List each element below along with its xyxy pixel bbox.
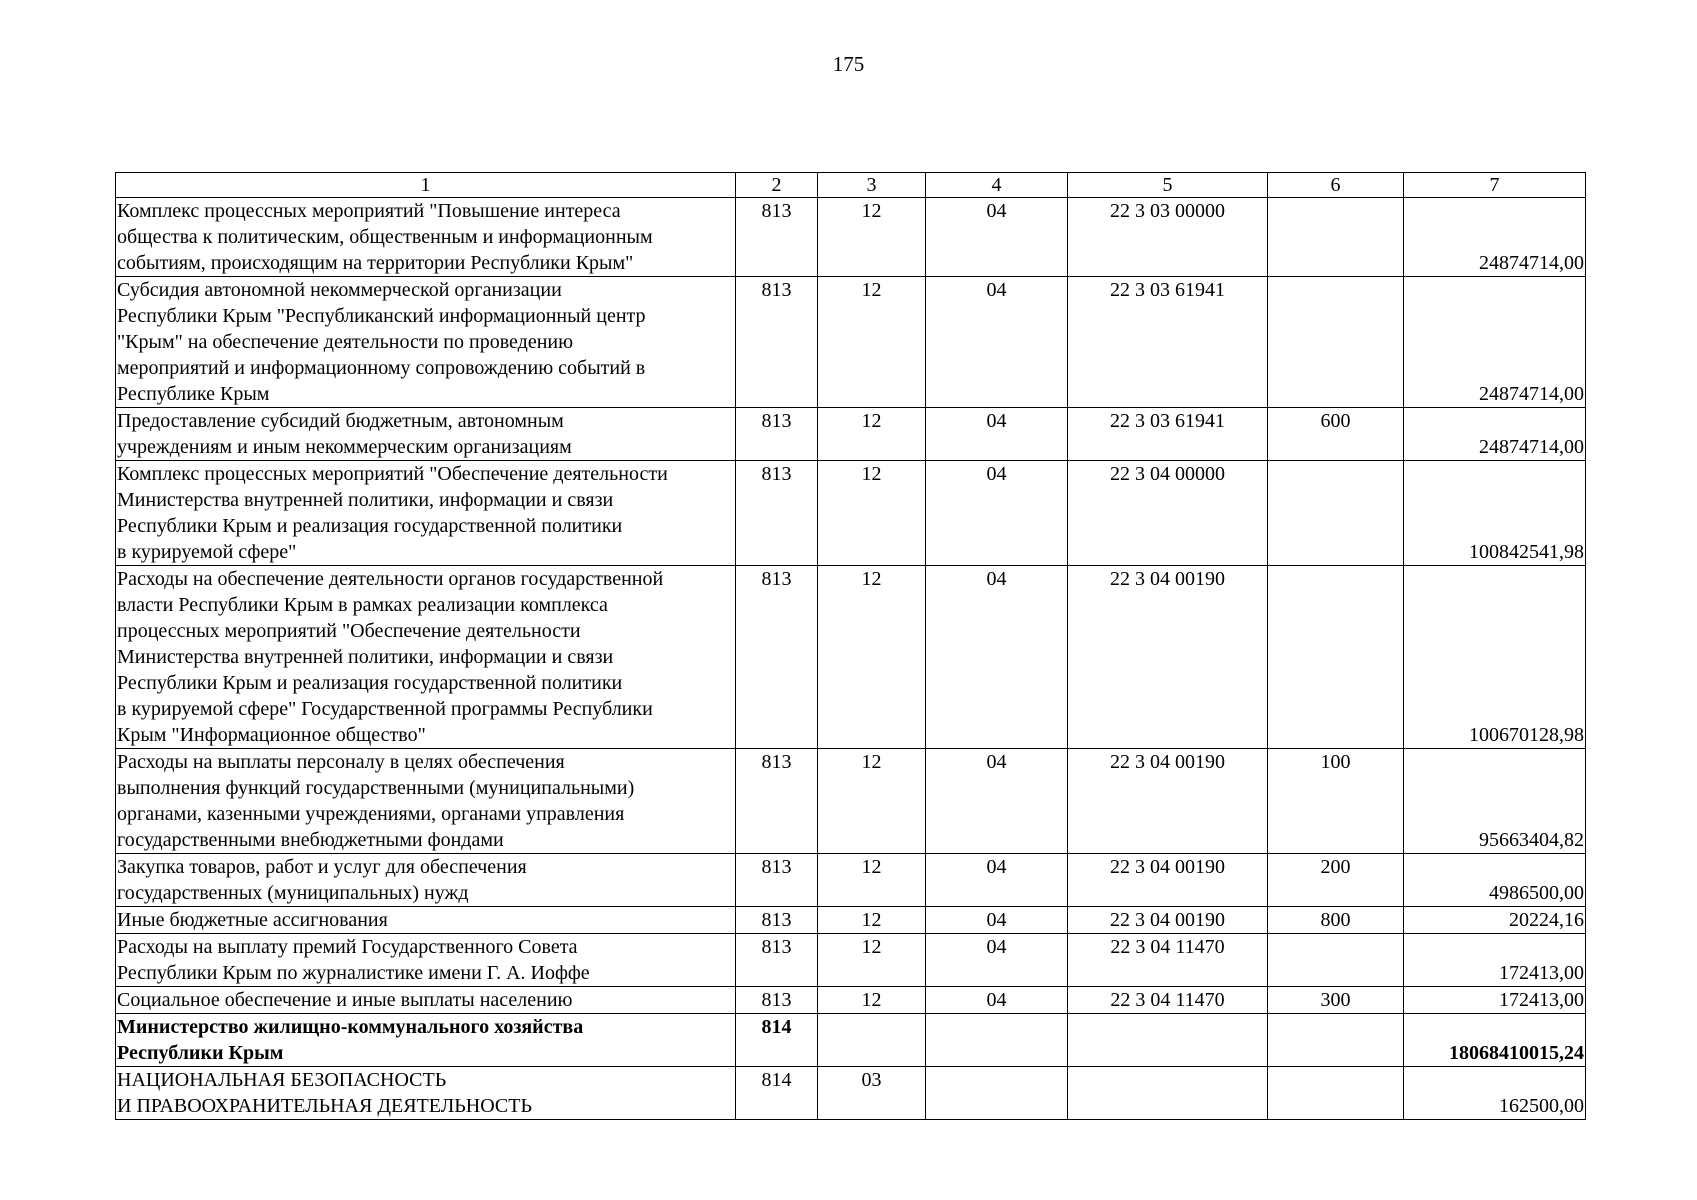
row-name-cell: Министерство жилищно-коммунального хозяйства Республики Крым — [116, 1014, 736, 1067]
subsection-code-cell: 04 — [926, 461, 1068, 566]
amount-cell: 18068410015,24 — [1404, 1014, 1586, 1067]
section-code-cell: 12 — [818, 566, 926, 749]
row-name-cell: Закупка товаров, работ и услуг для обеспечения государственных (муниципальных) нужд — [116, 854, 736, 907]
amount-cell: 172413,00 — [1404, 934, 1586, 987]
target-article-cell: 22 3 03 00000 — [1068, 198, 1268, 277]
subsection-code-cell: 04 — [926, 566, 1068, 749]
table-row — [116, 854, 1586, 907]
expense-type-cell — [1268, 198, 1404, 277]
row-name-cell: Комплекс процессных мероприятий "Обеспечение деятельности Министерства внутренней политики, информации и связи Республики Крым и реализация государственной политики в курируемой сфере" — [116, 461, 736, 566]
gr-code-cell: 813 — [736, 749, 818, 854]
section-code-cell: 12 — [818, 749, 926, 854]
target-article-cell: 22 3 04 11470 — [1068, 934, 1268, 987]
header-cell: 1 — [116, 173, 736, 198]
gr-code-cell: 813 — [736, 907, 818, 934]
section-code-cell: 12 — [818, 907, 926, 934]
gr-code-cell: 814 — [736, 1067, 818, 1120]
target-article-cell: 22 3 04 00190 — [1068, 907, 1268, 934]
subsection-code-cell — [926, 1014, 1068, 1067]
amount-cell: 162500,00 — [1404, 1067, 1586, 1120]
table-row — [116, 749, 1586, 854]
gr-code-cell: 813 — [736, 277, 818, 408]
subsection-code-cell: 04 — [926, 907, 1068, 934]
row-name-cell: Расходы на выплату премий Государственного Совета Республики Крым по журналистике имени Г. А. Иоффе — [116, 934, 736, 987]
section-code-cell: 12 — [818, 408, 926, 461]
row-name-cell: Субсидия автономной некоммерческой организации Республики Крым "Республиканский информационный центр "Крым" на обеспечение деятельности по проведению мероприятий и информационному сопровождению событий в Республике Крым — [116, 277, 736, 408]
subsection-code-cell: 04 — [926, 408, 1068, 461]
header-cell: 6 — [1268, 173, 1404, 198]
amount-cell: 172413,00 — [1404, 987, 1586, 1014]
section-code-cell: 12 — [818, 461, 926, 566]
gr-code-cell: 813 — [736, 934, 818, 987]
header-cell: 3 — [818, 173, 926, 198]
target-article-cell: 22 3 04 00190 — [1068, 854, 1268, 907]
table-row — [116, 198, 1586, 277]
table-header-row — [116, 173, 1586, 198]
section-code-cell — [818, 1014, 926, 1067]
subsection-code-cell: 04 — [926, 987, 1068, 1014]
target-article-cell — [1068, 1067, 1268, 1120]
gr-code-cell: 813 — [736, 198, 818, 277]
expense-type-cell — [1268, 277, 1404, 408]
row-name-cell: Предоставление субсидий бюджетным, автономным учреждениям и иным некоммерческим организациям — [116, 408, 736, 461]
subsection-code-cell — [926, 1067, 1068, 1120]
section-code-cell: 12 — [818, 854, 926, 907]
amount-cell: 20224,16 — [1404, 907, 1586, 934]
table-row — [116, 461, 1586, 566]
table-row — [116, 987, 1586, 1014]
header-cell: 4 — [926, 173, 1068, 198]
header-cell: 2 — [736, 173, 818, 198]
expense-type-cell — [1268, 461, 1404, 566]
target-article-cell: 22 3 03 61941 — [1068, 277, 1268, 408]
expense-type-cell — [1268, 934, 1404, 987]
expense-type-cell: 600 — [1268, 408, 1404, 461]
subsection-code-cell: 04 — [926, 749, 1068, 854]
expense-type-cell: 800 — [1268, 907, 1404, 934]
target-article-cell — [1068, 1014, 1268, 1067]
gr-code-cell: 813 — [736, 566, 818, 749]
amount-cell: 95663404,82 — [1404, 749, 1586, 854]
section-code-cell: 12 — [818, 198, 926, 277]
expense-type-cell — [1268, 1014, 1404, 1067]
table-row — [116, 934, 1586, 987]
amount-cell: 100670128,98 — [1404, 566, 1586, 749]
target-article-cell: 22 3 04 00190 — [1068, 566, 1268, 749]
gr-code-cell: 813 — [736, 987, 818, 1014]
section-code-cell: 12 — [818, 987, 926, 1014]
expense-type-cell — [1268, 566, 1404, 749]
row-name-cell: Комплекс процессных мероприятий "Повышение интереса общества к политическим, общественным и информационным событиям, происходящим на территории Республики Крым" — [116, 198, 736, 277]
row-name-cell: Расходы на обеспечение деятельности органов государственной власти Республики Крым в рамках реализации комплекса процессных мероприятий "Обеспечение деятельности Министерства внутренней политики, информации и связи Республики Крым и реализация государственной политики в курируемой сфере" Государственной программы Республики Крым "Информационное общество" — [116, 566, 736, 749]
amount-cell: 24874714,00 — [1404, 408, 1586, 461]
target-article-cell: 22 3 03 61941 — [1068, 408, 1268, 461]
amount-cell: 100842541,98 — [1404, 461, 1586, 566]
row-name-cell: Социальное обеспечение и иные выплаты населению — [116, 987, 736, 1014]
budget-table — [115, 172, 1586, 1120]
gr-code-cell: 814 — [736, 1014, 818, 1067]
expense-type-cell: 200 — [1268, 854, 1404, 907]
section-code-cell: 12 — [818, 934, 926, 987]
target-article-cell: 22 3 04 00190 — [1068, 749, 1268, 854]
row-name-cell: Иные бюджетные ассигнования — [116, 907, 736, 934]
table-row — [116, 907, 1586, 934]
page-number: 175 — [832, 52, 865, 76]
gr-code-cell: 813 — [736, 408, 818, 461]
header-cell: 7 — [1404, 173, 1586, 198]
expense-type-cell: 300 — [1268, 987, 1404, 1014]
target-article-cell: 22 3 04 00000 — [1068, 461, 1268, 566]
table-row — [116, 408, 1586, 461]
expense-type-cell — [1268, 1067, 1404, 1120]
table-row — [116, 1067, 1586, 1120]
target-article-cell: 22 3 04 11470 — [1068, 987, 1268, 1014]
table-row — [116, 277, 1586, 408]
amount-cell: 24874714,00 — [1404, 277, 1586, 408]
row-name-cell: НАЦИОНАЛЬНАЯ БЕЗОПАСНОСТЬ И ПРАВООХРАНИТЕЛЬНАЯ ДЕЯТЕЛЬНОСТЬ — [116, 1067, 736, 1120]
subsection-code-cell: 04 — [926, 854, 1068, 907]
subsection-code-cell: 04 — [926, 277, 1068, 408]
subsection-code-cell: 04 — [926, 934, 1068, 987]
header-cell: 5 — [1068, 173, 1268, 198]
amount-cell: 4986500,00 — [1404, 854, 1586, 907]
amount-cell: 24874714,00 — [1404, 198, 1586, 277]
gr-code-cell: 813 — [736, 854, 818, 907]
section-code-cell: 12 — [818, 277, 926, 408]
section-code-cell: 03 — [818, 1067, 926, 1120]
expense-type-cell: 100 — [1268, 749, 1404, 854]
table-row — [116, 1014, 1586, 1067]
gr-code-cell: 813 — [736, 461, 818, 566]
subsection-code-cell: 04 — [926, 198, 1068, 277]
table-row — [116, 566, 1586, 749]
row-name-cell: Расходы на выплаты персоналу в целях обеспечения выполнения функций государственными (муниципальными) органами, казенными учреждениями, органами управления государственными внебюджетными фондами — [116, 749, 736, 854]
